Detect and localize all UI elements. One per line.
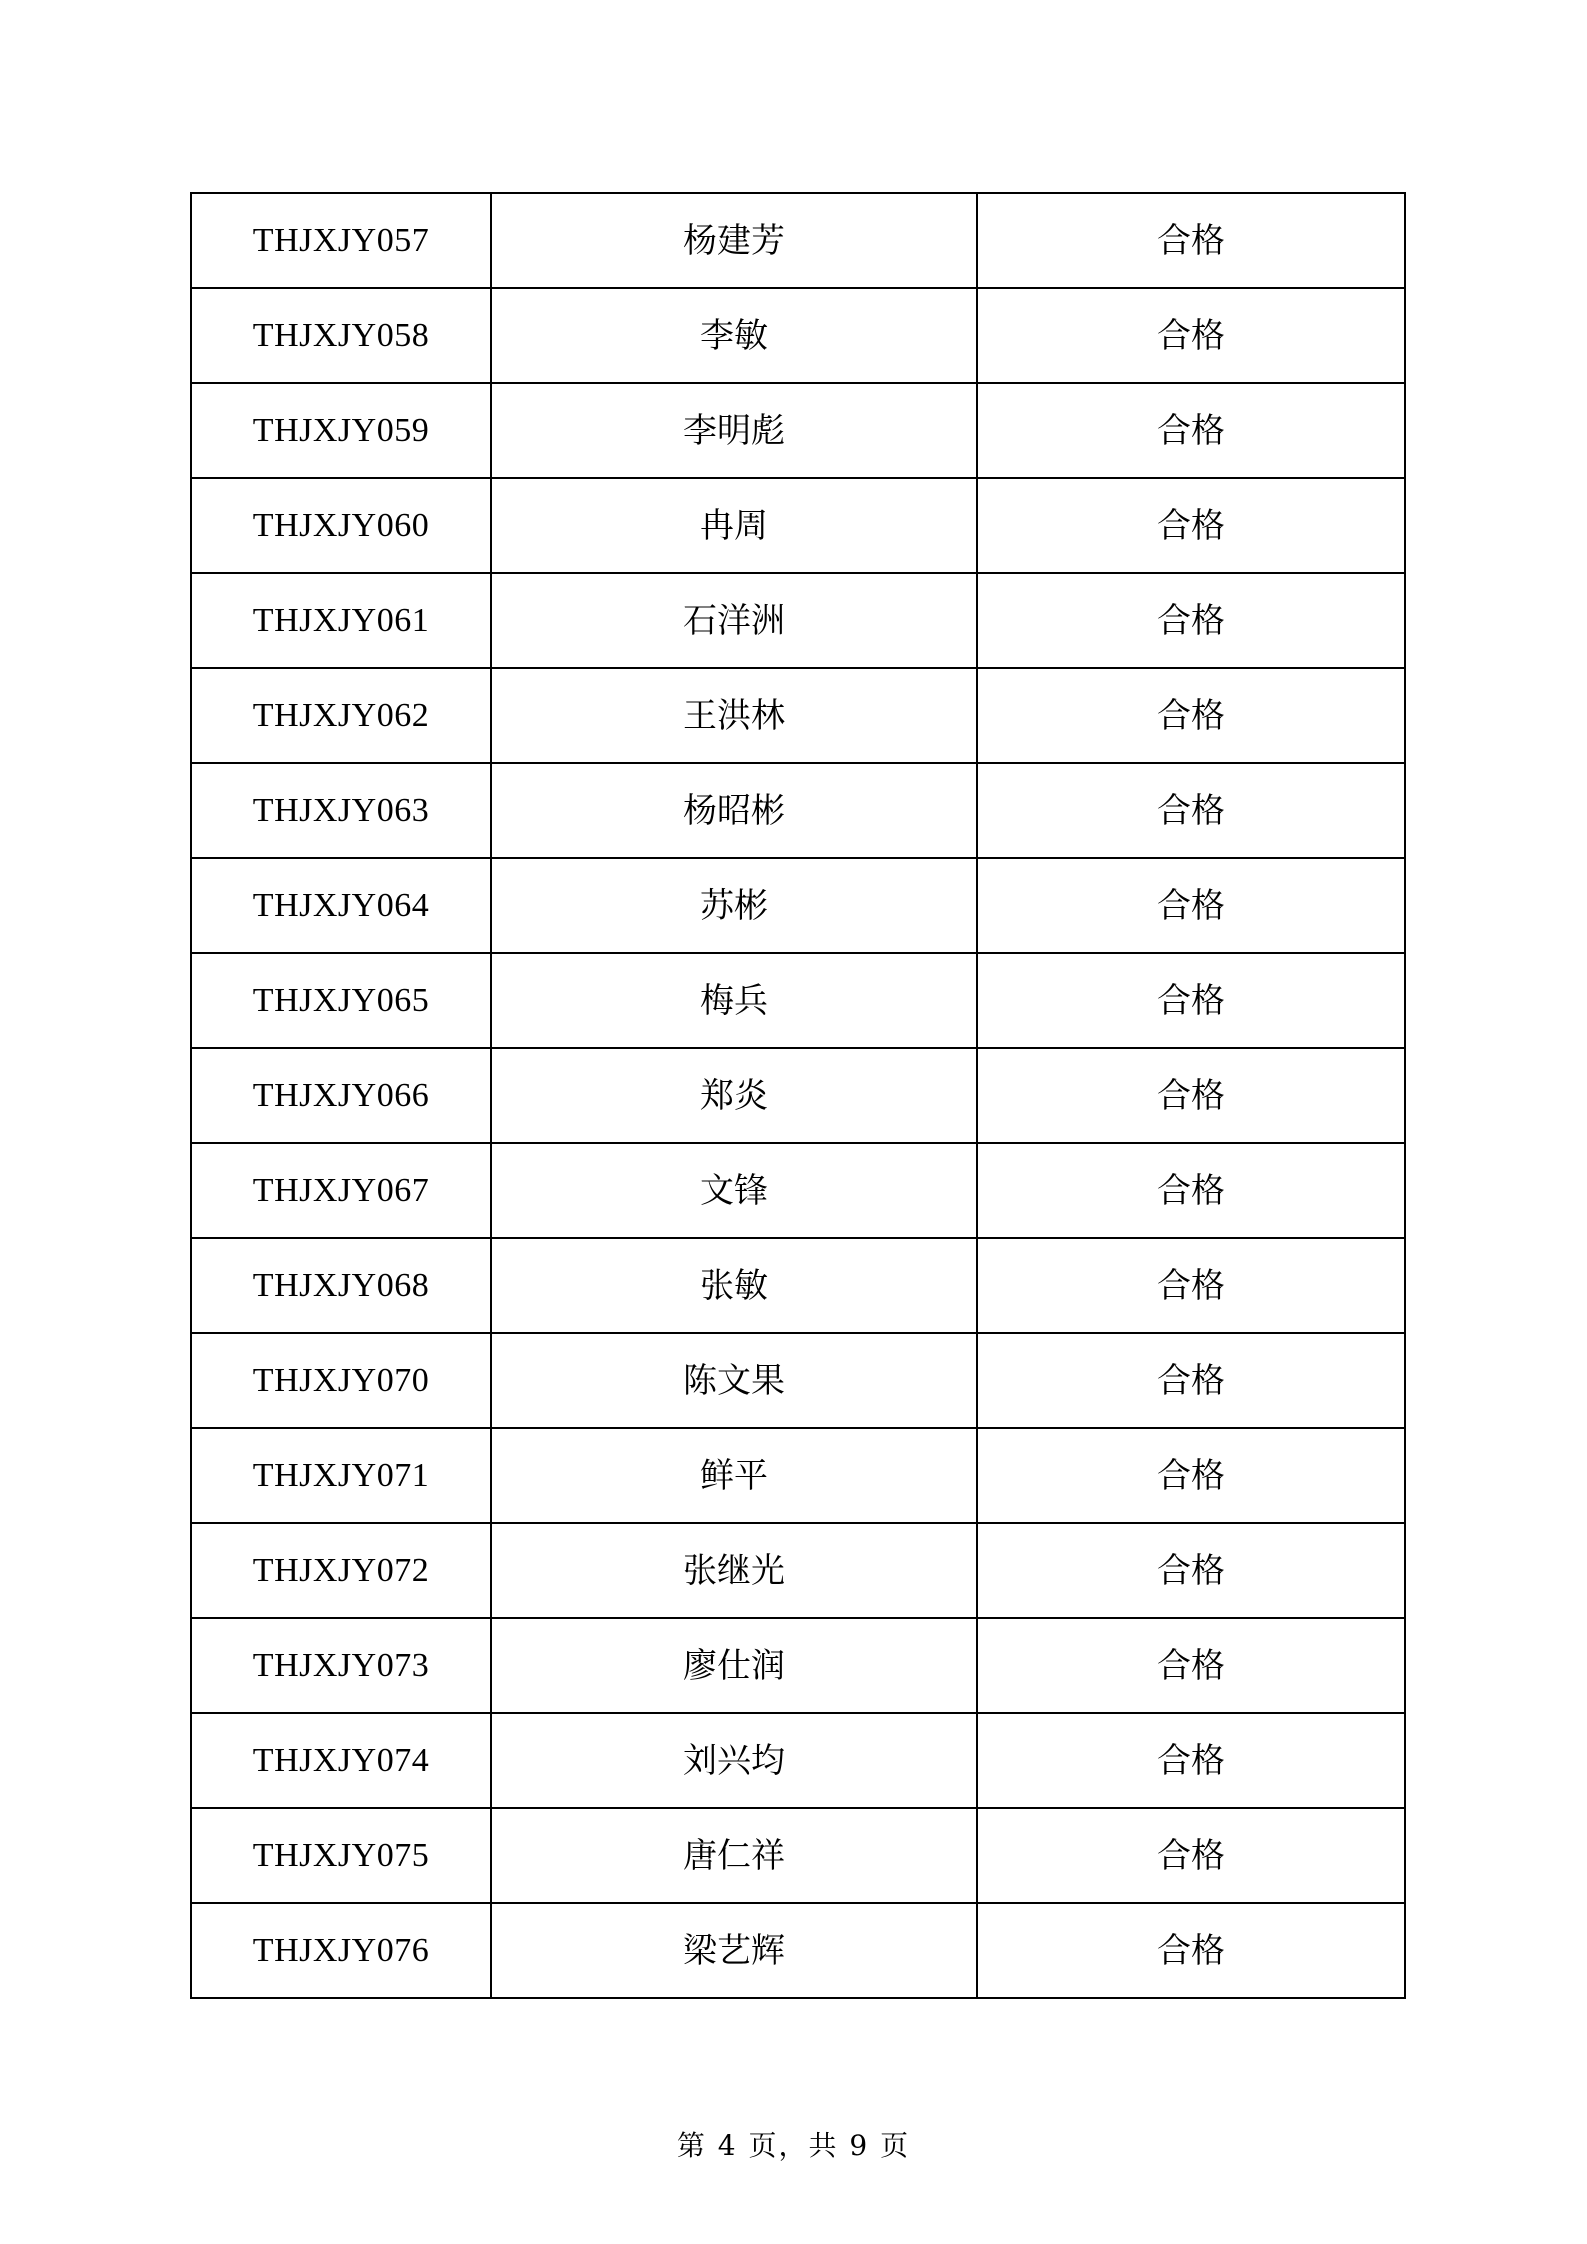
result-cell: 合格: [977, 1333, 1405, 1428]
candidate-id-cell: THJXJY058: [191, 288, 491, 383]
result-cell: 合格: [977, 668, 1405, 763]
result-cell: 合格: [977, 1903, 1405, 1998]
result-cell: 合格: [977, 1523, 1405, 1618]
candidate-id-cell: THJXJY074: [191, 1713, 491, 1808]
candidate-name-cell: 鲜平: [491, 1428, 977, 1523]
table-row: [191, 383, 1405, 478]
results-table-body: [191, 193, 1405, 1998]
table-row: [191, 1808, 1405, 1903]
result-cell: 合格: [977, 383, 1405, 478]
candidate-name-cell: 苏彬: [491, 858, 977, 953]
candidate-name-cell: 梁艺辉: [491, 1903, 977, 1998]
candidate-name-cell: 张敏: [491, 1238, 977, 1333]
candidate-id-cell: THJXJY067: [191, 1143, 491, 1238]
result-cell: 合格: [977, 1143, 1405, 1238]
result-cell: 合格: [977, 1428, 1405, 1523]
result-cell: 合格: [977, 953, 1405, 1048]
result-cell: 合格: [977, 1238, 1405, 1333]
results-table: [190, 192, 1406, 1999]
candidate-name-cell: 陈文果: [491, 1333, 977, 1428]
table-row: [191, 1523, 1405, 1618]
candidate-id-cell: THJXJY057: [191, 193, 491, 288]
candidate-name-cell: 梅兵: [491, 953, 977, 1048]
table-row: [191, 668, 1405, 763]
table-row: [191, 1333, 1405, 1428]
candidate-name-cell: 王洪林: [491, 668, 977, 763]
candidate-id-cell: THJXJY060: [191, 478, 491, 573]
candidate-id-cell: THJXJY068: [191, 1238, 491, 1333]
candidate-name-cell: 李明彪: [491, 383, 977, 478]
result-cell: 合格: [977, 858, 1405, 953]
candidate-name-cell: 冉周: [491, 478, 977, 573]
candidate-id-cell: THJXJY059: [191, 383, 491, 478]
result-cell: 合格: [977, 1048, 1405, 1143]
candidate-id-cell: THJXJY061: [191, 573, 491, 668]
result-cell: 合格: [977, 573, 1405, 668]
result-cell: 合格: [977, 1808, 1405, 1903]
candidate-name-cell: 刘兴均: [491, 1713, 977, 1808]
table-row: [191, 1143, 1405, 1238]
candidate-name-cell: 石洋洲: [491, 573, 977, 668]
result-cell: 合格: [977, 1713, 1405, 1808]
table-row: [191, 763, 1405, 858]
candidate-id-cell: THJXJY063: [191, 763, 491, 858]
candidate-id-cell: THJXJY064: [191, 858, 491, 953]
candidate-id-cell: THJXJY075: [191, 1808, 491, 1903]
candidate-id-cell: THJXJY071: [191, 1428, 491, 1523]
candidate-id-cell: THJXJY073: [191, 1618, 491, 1713]
table-row: [191, 573, 1405, 668]
table-row: [191, 1903, 1405, 1998]
table-row: [191, 478, 1405, 573]
candidate-name-cell: 李敏: [491, 288, 977, 383]
candidate-name-cell: 郑炎: [491, 1048, 977, 1143]
table-row: [191, 858, 1405, 953]
candidate-name-cell: 唐仁祥: [491, 1808, 977, 1903]
table-row: [191, 1428, 1405, 1523]
candidate-id-cell: THJXJY076: [191, 1903, 491, 1998]
candidate-id-cell: THJXJY072: [191, 1523, 491, 1618]
result-cell: 合格: [977, 1618, 1405, 1713]
candidate-id-cell: THJXJY062: [191, 668, 491, 763]
table-row: [191, 288, 1405, 383]
candidate-id-cell: THJXJY065: [191, 953, 491, 1048]
candidate-name-cell: 杨建芳: [491, 193, 977, 288]
table-row: [191, 1238, 1405, 1333]
candidate-name-cell: 廖仕润: [491, 1618, 977, 1713]
candidate-name-cell: 杨昭彬: [491, 763, 977, 858]
page-footer: 第 4 页，共 9 页: [676, 2129, 911, 2162]
candidate-id-cell: THJXJY066: [191, 1048, 491, 1143]
result-cell: 合格: [977, 193, 1405, 288]
candidate-name-cell: 张继光: [491, 1523, 977, 1618]
table-row: [191, 193, 1405, 288]
result-cell: 合格: [977, 763, 1405, 858]
candidate-id-cell: THJXJY070: [191, 1333, 491, 1428]
table-row: [191, 1618, 1405, 1713]
table-row: [191, 953, 1405, 1048]
table-row: [191, 1713, 1405, 1808]
result-cell: 合格: [977, 288, 1405, 383]
result-cell: 合格: [977, 478, 1405, 573]
candidate-name-cell: 文锋: [491, 1143, 977, 1238]
table-row: [191, 1048, 1405, 1143]
